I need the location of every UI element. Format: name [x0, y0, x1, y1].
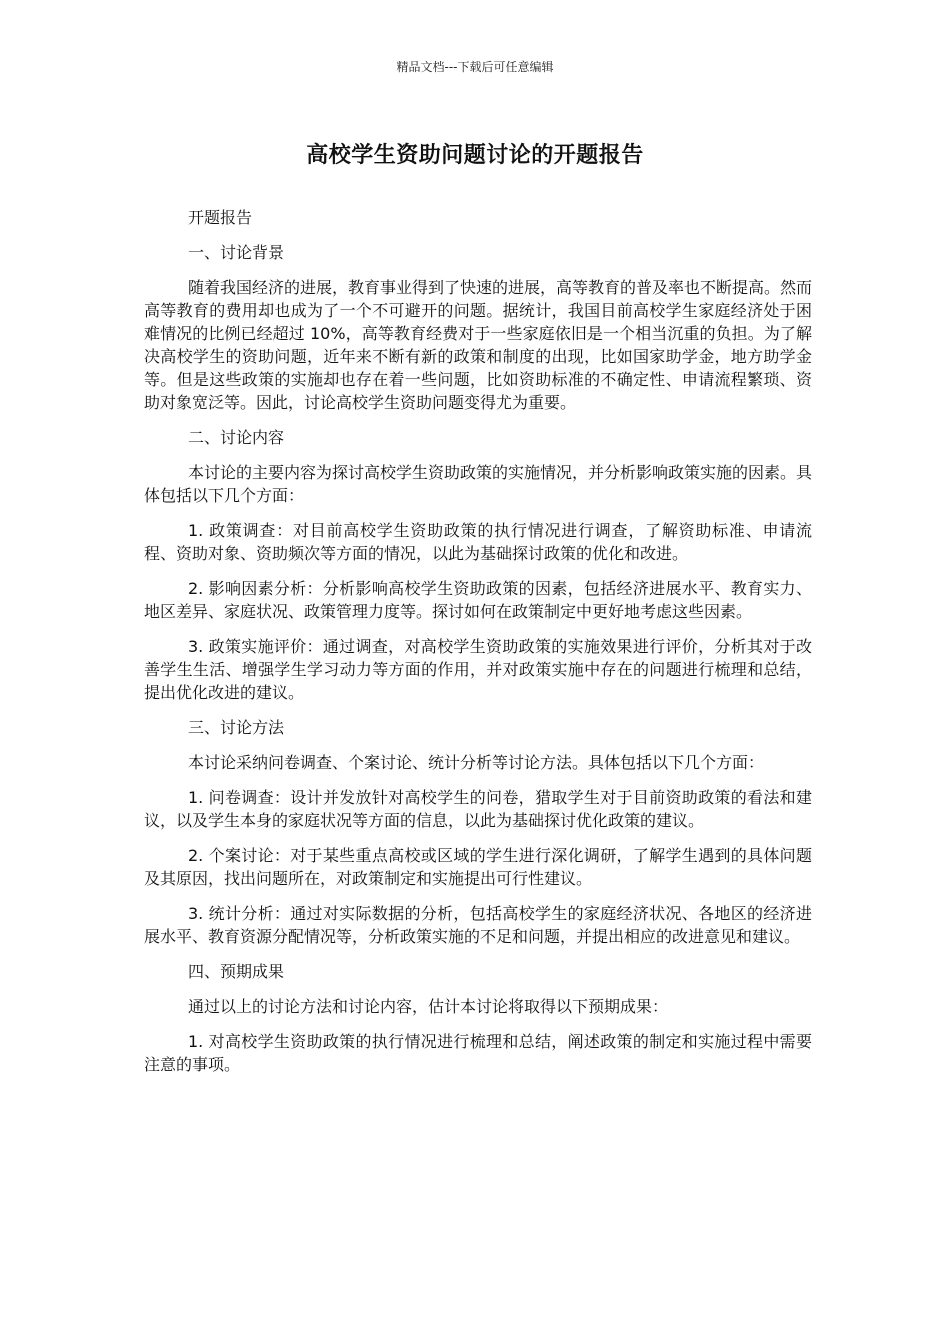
report-label: 开题报告: [188, 208, 253, 227]
header-note: 精品文档---下载后可任意编辑: [396, 60, 554, 74]
background-paragraph: 随着我国经济的进展，教育事业得到了快速的进展，高等教育的普及率也不断提高。然而高等教育的费用却也成为了一个不可避开的问题。据统计，我国目前高校学生家庭经济处于困难情况的比例已经超过 10%，高等教育经费对于一些家庭依旧是一个相当沉重的负担。为了解决高校学生的资助问题，近年来不断有新的政策和制度的出现，比如国家助学金，地方助学金等。但是这些政策的实施却也存在着一些问题，比如资助标准的不确定性、申请流程繁琐、资助对象宽泛等。因此，讨论高校学生资助问题变得尤为重要。: [144, 278, 813, 412]
section-heading-content: 二、讨论内容: [188, 428, 285, 447]
methods-intro-paragraph: 本讨论采纳问卷调查、个案讨论、统计分析等讨论方法。具体包括以下几个方面：: [188, 753, 765, 772]
outcomes-item-1: 1. 对高校学生资助政策的执行情况进行梳理和总结，阐述政策的制定和实施过程中需要注意的事项。: [144, 1032, 812, 1074]
methods-item-3: 3. 统计分析：通过对实际数据的分析，包括高校学生的家庭经济状况、各地区的经济进展水平、教育资源分配情况等，分析政策实施的不足和问题，并提出相应的改进意见和建议。: [144, 904, 812, 946]
methods-item-2: 2. 个案讨论：对于某些重点高校或区域的学生进行深化调研，了解学生遇到的具体问题及其原因，找出问题所在，对政策制定和实施提出可行性建议。: [144, 846, 812, 888]
section-heading-methods: 三、讨论方法: [188, 718, 285, 737]
content-intro-paragraph: 本讨论的主要内容为探讨高校学生资助政策的实施情况，并分析影响政策实施的因素。具体包括以下几个方面：: [144, 463, 813, 505]
section-heading-outcomes: 四、预期成果: [188, 962, 285, 981]
document-title: 高校学生资助问题讨论的开题报告: [306, 143, 644, 168]
content-item-3: 3. 政策实施评价：通过调查，对高校学生资助政策的实施效果进行评价，分析其对于改善学生生活、增强学生学习动力等方面的作用，并对政策实施中存在的问题进行梳理和总结，提出优化改进的建议。: [144, 637, 812, 702]
content-item-2: 2. 影响因素分析：分析影响高校学生资助政策的因素，包括经济进展水平、教育实力、地区差异、家庭状况、政策管理力度等。探讨如何在政策制定中更好地考虑这些因素。: [144, 579, 812, 621]
content-item-1: 1. 政策调查：对目前高校学生资助政策的执行情况进行调查，了解资助标准、申请流程、资助对象、资助频次等方面的情况，以此为基础探讨政策的优化和改进。: [144, 521, 812, 563]
document-body: [144, 206, 812, 1088]
outcomes-intro-paragraph: 通过以上的讨论方法和讨论内容，估计本讨论将取得以下预期成果：: [188, 997, 669, 1016]
methods-item-1: 1. 问卷调查：设计并发放针对高校学生的问卷，猎取学生对于目前资助政策的看法和建议，以及学生本身的家庭状况等方面的信息，以此为基础探讨优化政策的建议。: [144, 788, 812, 830]
section-heading-background: 一、讨论背景: [188, 243, 285, 262]
